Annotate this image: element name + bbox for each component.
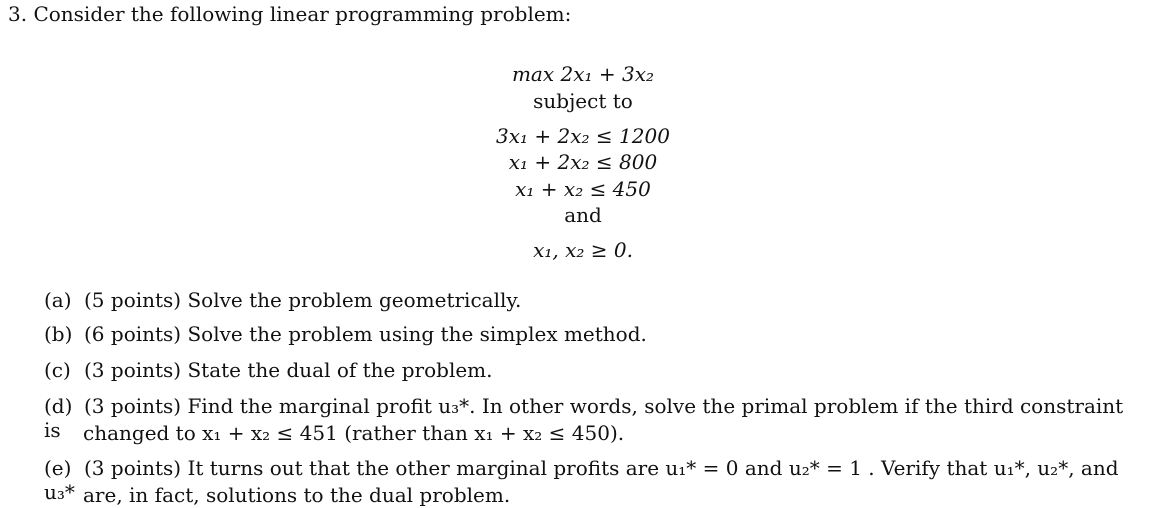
part-text-line2: changed to x₁ + x₂ ≤ 451 (rather than x₁ + x₂ ≤ 450).	[83, 421, 625, 445]
part-label: (e)	[44, 456, 72, 480]
part-label: (d)	[44, 394, 73, 418]
part-text-line1: (3 points) It turns out that the other marginal profits are u₁* = 0 and u₂* = 1 . Verify that u₁*, u₂*, and u₃*	[44, 456, 1119, 504]
part-label: (a)	[44, 288, 72, 312]
part-a	[44, 288, 521, 312]
part-text: (3 points) State the dual of the problem.	[84, 358, 493, 382]
constraint-1: 3x₁ + 2x₂ ≤ 1200	[496, 124, 670, 148]
and-line: and	[564, 203, 602, 227]
question-heading: 3. Consider the following linear programming problem:	[8, 2, 572, 26]
part-label: (c)	[44, 358, 71, 382]
constraint-2: x₁ + 2x₂ ≤ 800	[508, 150, 658, 174]
part-e	[44, 456, 1134, 507]
constraint-3: x₁ + x₂ ≤ 450	[515, 177, 651, 201]
part-d	[44, 394, 1134, 445]
part-text: (6 points) Solve the problem using the simplex method.	[84, 322, 647, 346]
part-label: (b)	[44, 322, 73, 346]
nonnegativity-line: x₁, x₂ ≥ 0.	[533, 238, 633, 262]
objective-line: max 2x₁ + 3x₂	[511, 62, 655, 86]
part-c	[44, 358, 493, 382]
part-b	[44, 322, 647, 346]
part-text: (5 points) Solve the problem geometrically.	[84, 288, 522, 312]
part-text-line2: are, in fact, solutions to the dual problem.	[83, 483, 511, 507]
subject-to-line: subject to	[533, 89, 633, 113]
part-text-line1: (3 points) Find the marginal profit u₃*. In other words, solve the primal problem if the third constraint is	[44, 394, 1124, 442]
